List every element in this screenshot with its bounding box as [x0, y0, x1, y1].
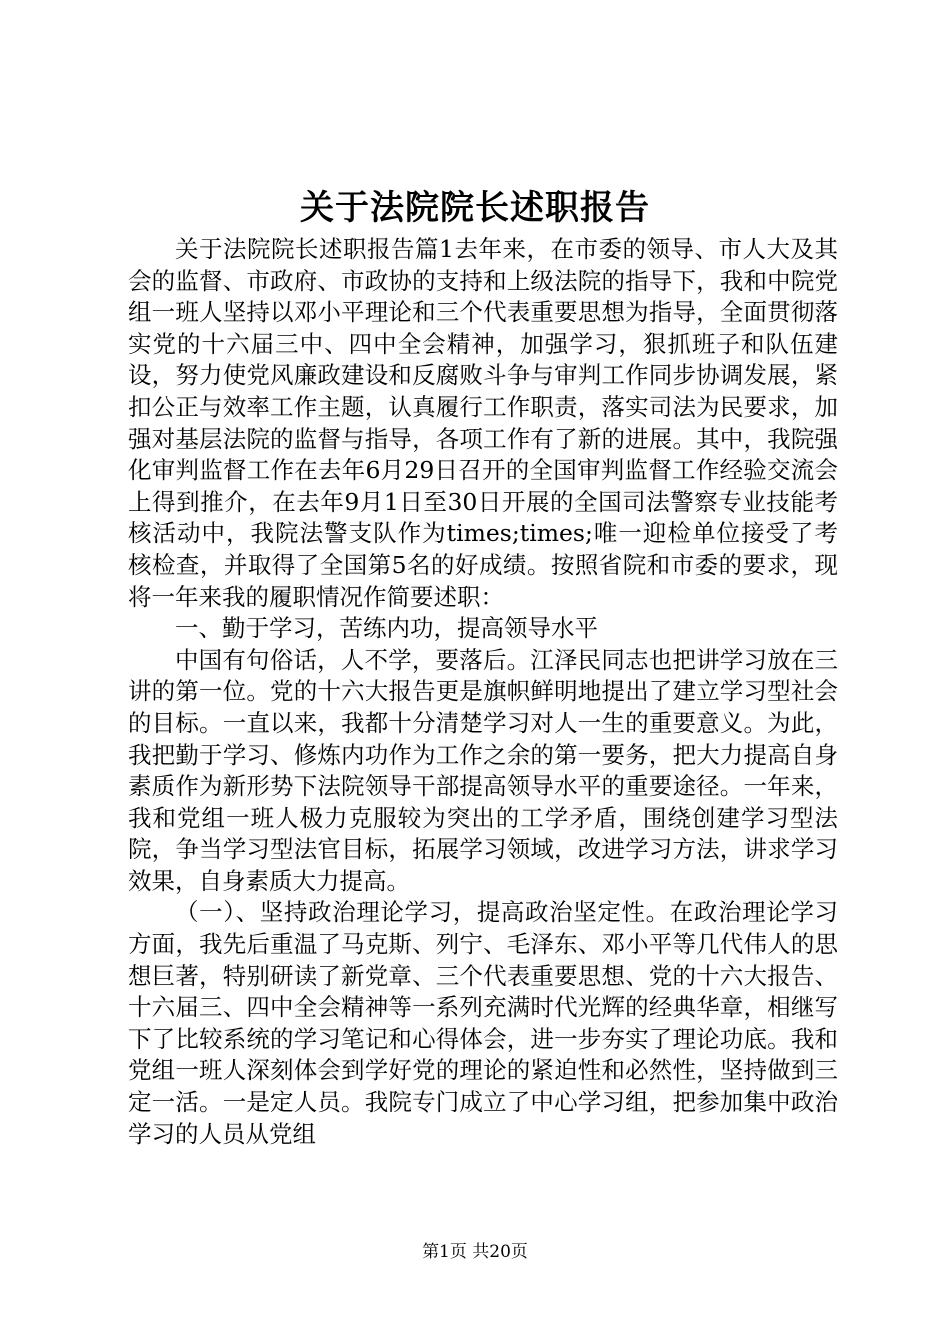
- document-title: 关于法院院长述职报告: [300, 188, 650, 228]
- paragraph-intro: 关于法院院长述职报告篇1去年来，在市委的领导、市人大及其会的监督、市政府、市政协的支持和上级法院的指导下，我和中院党组一班人坚持以邓小平理论和三个代表重要思想为指导，全面贯彻落实党的十六届三中、四中全会精神，加强学习，狠抓班子和队伍建设，努力使党风廉政建设和反腐败斗争与审判工作同步协调发展，紧扣公正与效率工作主题，认真履行工作职责，落实司法为民要求，加强对基层法院的监督与指导，各项工作有了新的进展。其中，我院强化审判监督工作在去年6月29日召开的全国审判监督工作经验交流会上得到推介，在去年9月1日至30日开展的全国司法警察专业技能考核活动中，我院法警支队作为times;times;唯一迎检单位接受了考核检查，并取得了全国第5名的好成绩。按照省院和市委的要求，现将一年来我的履职情况作简要述职：: [128, 235, 838, 611]
- section-heading-1: 一、勤于学习，苦练内功，提高领导水平: [175, 614, 598, 643]
- document-body: [128, 234, 838, 1150]
- paragraph-political-theory: （一）、坚持政治理论学习，提高政治坚定性。在政治理论学习方面，我先后重温了马克斯、列宁、毛泽东、邓小平等几代伟人的思想巨著，特别研读了新党章、三个代表重要思想、党的十六大报告、十六届三、四中全会精神等一系列充满时代光辉的经典华章，相继写下了比较系统的学习笔记和心得体会，进一步夯实了理论功底。我和党组一班人深刻体会到学好党的理论的紧迫性和必然性，坚持做到三定一活。一是定人员。我院专门成立了中心学习组，把参加集中政治学习的人员从党组: [128, 898, 838, 1148]
- page-footer: 第1页 共20页: [422, 1242, 528, 1262]
- paragraph-learning: 中国有句俗话，人不学，要落后。江泽民同志也把讲学习放在三讲的第一位。党的十六大报告更是旗帜鲜明地提出了建立学习型社会的目标。一直以来，我都十分清楚学习对人一生的重要意义。为此，我把勤于学习、修炼内功作为工作之余的第一要务，把大力提高自身素质作为新形势下法院领导干部提高领导水平的重要途径。一年来，我和党组一班人极力克服较为突出的工学矛盾，围绕创建学习型法院，争当学习型法官目标，拓展学习领域，改进学习方法，讲求学习效果，自身素质大力提高。: [128, 645, 838, 895]
